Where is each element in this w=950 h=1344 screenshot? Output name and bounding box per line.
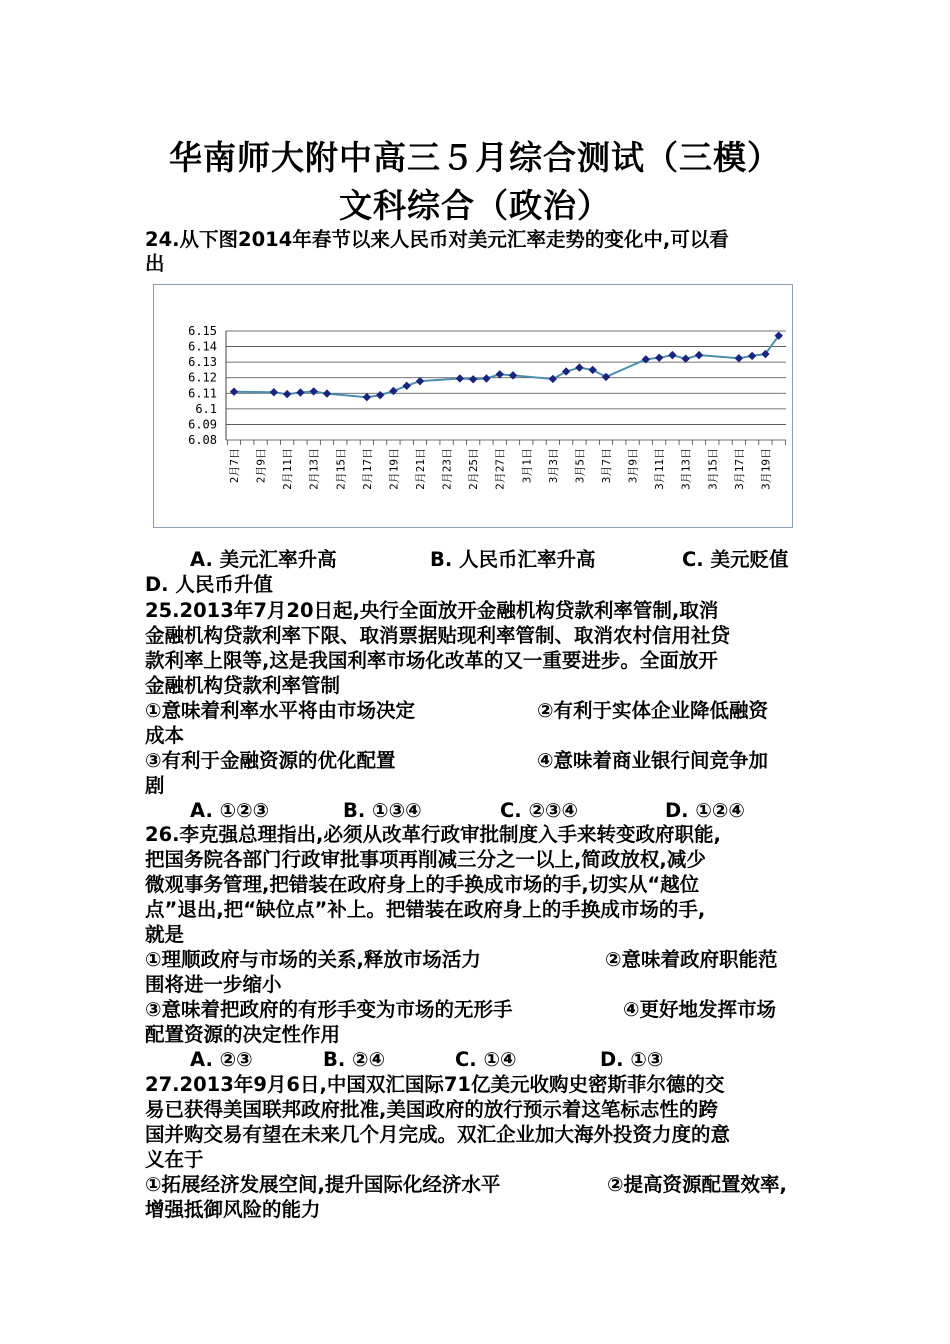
x-tick-label: 3月3日: [546, 448, 560, 484]
x-tick-label: 2月9日: [254, 448, 268, 484]
q24-stem-line-2: 出: [145, 252, 165, 275]
x-tick-label: 2月25日: [467, 448, 481, 490]
q25-option-a[interactable]: A. ①②③: [190, 799, 270, 822]
q25-option-c[interactable]: C. ②③④: [500, 799, 579, 822]
q25-stem-line-1: 25.2013年7月20日起,央行全面放开金融机构贷款利率管制,取消: [145, 599, 719, 622]
x-tick-label: 2月21日: [414, 448, 427, 490]
data-point: [323, 389, 331, 397]
q25-stem-line-4: 金融机构贷款利率管制: [145, 674, 341, 697]
y-tick-label: 6.13: [188, 355, 217, 370]
y-tick-label: 6.15: [188, 324, 217, 338]
data-point: [363, 393, 371, 401]
q27-stem-line-3: 国并购交易有望在未来几个月完成。双汇企业加大海外投资力度的意: [145, 1123, 731, 1146]
q27-stem-line-2: 易已获得美国联邦政府批准,美国政府的放行预示着这笔标志性的跨: [145, 1098, 718, 1121]
q27-item-2-cont: 增强抵御风险的能力: [145, 1198, 321, 1221]
q27-stem-line-4: 义在于: [145, 1148, 204, 1171]
q27-stem-line-1: 27.2013年9月6日,中国双汇国际71亿美元收购史密斯菲尔德的交: [145, 1073, 725, 1096]
data-point: [589, 366, 597, 374]
data-point: [602, 373, 610, 381]
q26-stem-line-3: 微观事务管理,把错装在政府身上的手换成市场的手,切实从“越位: [145, 873, 700, 896]
x-tick-label: 3月15日: [706, 448, 720, 490]
y-tick-label: 6.09: [188, 417, 217, 432]
x-tick-label: 2月23日: [440, 448, 454, 490]
data-point: [655, 354, 663, 362]
data-point: [403, 382, 411, 390]
q25-item-3: ③有利于金融资源的优化配置: [145, 749, 396, 772]
x-tick-label: 3月5日: [573, 448, 587, 484]
q24-stem-line-1: 24.从下图2014年春节以来人民币对美元汇率走势的变化中,可以看: [145, 228, 729, 251]
data-point: [230, 388, 238, 396]
data-point: [283, 390, 291, 398]
q26-item-2-cont: 围将进一步缩小: [145, 973, 282, 996]
q26-item-2: ②意味着政府职能范: [605, 948, 778, 971]
q26-stem-line-2: 把国务院各部门行政审批事项再削减三分之一以上,简政放权,减少: [145, 848, 706, 871]
q26-option-a[interactable]: A. ②③: [190, 1048, 253, 1071]
q26-stem-line-5: 就是: [145, 923, 185, 946]
x-tick-label: 3月17日: [732, 448, 746, 490]
q26-stem-line-4: 点”退出,把“缺位点”补上。把错装在政府身上的手换成市场的手,: [145, 898, 706, 921]
data-point: [682, 355, 690, 363]
y-tick-label: 6.11: [188, 386, 217, 401]
q24-option-d[interactable]: D. 人民币升值: [145, 573, 273, 596]
data-point: [496, 370, 504, 378]
data-point: [469, 375, 477, 383]
y-tick-label: 6.1: [195, 401, 217, 416]
x-tick-label: 3月7日: [600, 448, 613, 484]
x-tick-label: 3月1日: [520, 448, 534, 484]
data-point: [509, 371, 517, 379]
x-tick-label: 3月11日: [653, 448, 667, 490]
y-tick-label: 6.14: [188, 339, 217, 354]
q25-stem-line-3: 款利率上限等,这是我国利率市场化改革的又一重要进步。全面放开: [145, 649, 718, 672]
q26-item-4: ④更好地发挥市场: [623, 998, 777, 1021]
q25-item-4: ④意味着商业银行间竞争加: [537, 749, 769, 772]
series-line: [234, 336, 779, 398]
data-point: [389, 387, 397, 395]
data-point: [296, 388, 304, 396]
x-tick-label: 3月19日: [759, 448, 773, 490]
page-subtitle: 文科综合（政治）: [339, 186, 611, 225]
data-point: [575, 363, 583, 371]
q25-item-4-cont: 剧: [145, 774, 165, 797]
q27-item-1: ①拓展经济发展空间,提升国际化经济水平: [145, 1173, 501, 1196]
q26-option-b[interactable]: B. ②④: [323, 1048, 386, 1071]
q24-option-a[interactable]: A. 美元汇率升高: [190, 548, 337, 571]
x-tick-label: 3月13日: [679, 448, 693, 490]
y-tick-label: 6.12: [188, 370, 217, 385]
x-tick-label: 2月15日: [334, 448, 348, 490]
x-tick-label: 2月27日: [493, 448, 507, 490]
exchange-rate-chart-svg: [154, 285, 792, 527]
page-title: 华南师大附中高三５月综合测试（三模）: [169, 138, 781, 177]
data-point: [310, 387, 318, 395]
q25-option-b[interactable]: B. ①③④: [343, 799, 422, 822]
q25-stem-line-2: 金融机构贷款利率下限、取消票据贴现利率管制、取消农村信用社贷: [145, 624, 731, 647]
q26-option-c[interactable]: C. ①④: [455, 1048, 517, 1071]
q25-option-d[interactable]: D. ①②④: [665, 799, 745, 822]
data-point: [456, 374, 464, 382]
q24-option-b[interactable]: B. 人民币汇率升高: [430, 548, 596, 571]
y-tick-label: 6.08: [188, 433, 217, 447]
data-point: [562, 367, 570, 375]
data-point: [482, 374, 490, 382]
x-tick-label: 3月9日: [626, 448, 640, 484]
q26-item-1: ①理顺政府与市场的关系,释放市场活力: [145, 948, 481, 971]
q25-item-2: ②有利于实体企业降低融资: [537, 699, 769, 722]
q24-option-c[interactable]: C. 美元贬值: [682, 548, 789, 571]
q26-item-3: ③意味着把政府的有形手变为市场的无形手: [145, 998, 513, 1021]
q26-stem-line-1: 26.李克强总理指出,必须从改革行政审批制度入手来转变政府职能,: [145, 823, 721, 846]
data-point: [416, 377, 424, 385]
q26-item-4-cont: 配置资源的决定性作用: [145, 1023, 341, 1046]
data-point: [748, 352, 756, 360]
q26-option-d[interactable]: D. ①③: [600, 1048, 664, 1071]
q25-item-1: ①意味着利率水平将由市场决定: [145, 699, 416, 722]
data-point: [549, 375, 557, 383]
exchange-rate-chart: [153, 284, 793, 528]
data-point: [668, 351, 676, 359]
data-point: [270, 388, 278, 396]
data-point: [695, 351, 703, 359]
x-tick-label: 2月11日: [281, 448, 295, 490]
x-tick-label: 2月17日: [360, 448, 374, 490]
x-tick-label: 2月13日: [307, 448, 321, 490]
q25-item-2-cont: 成本: [145, 724, 185, 747]
x-tick-label: 2月7日: [228, 448, 241, 484]
data-point: [735, 354, 743, 362]
x-tick-label: 2月19日: [387, 448, 401, 490]
data-point: [376, 391, 384, 399]
q27-item-2: ②提高资源配置效率,: [607, 1173, 787, 1196]
